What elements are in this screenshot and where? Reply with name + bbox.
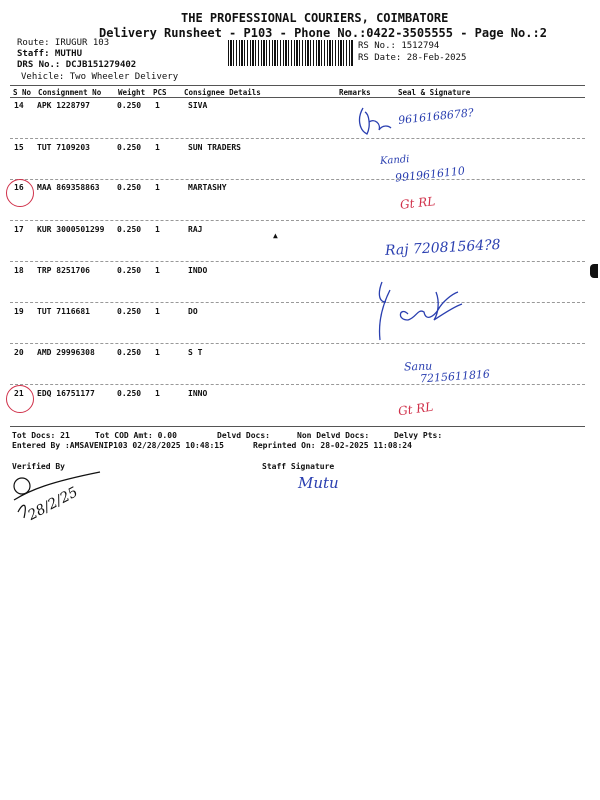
col-sno: S No: [13, 88, 32, 97]
handwriting-row-15-name: Kandi: [379, 153, 410, 168]
row-pcs: 1: [155, 307, 160, 316]
row-number-circle-mark: [6, 385, 34, 413]
delivery-points: Delvy Pts:: [394, 431, 443, 440]
row-pcs: 1: [155, 348, 160, 357]
handwriting-row-16: Gt RL: [399, 194, 436, 212]
row-consignee: SIVA: [188, 101, 208, 110]
row-consignee: INNO: [188, 389, 208, 398]
staff-label: Staff: MUTHU: [17, 49, 83, 59]
total-cod-amount: Tot COD Amt: 0.00: [95, 431, 177, 440]
row-consignee: INDO: [188, 266, 208, 275]
reprinted-on: Reprinted On: 28-02-2025 11:08:24: [253, 441, 412, 450]
row-consignment: APK 1228797: [37, 101, 90, 110]
row-consignment: TUT 7109203: [37, 143, 90, 152]
row-weight: 0.250: [117, 183, 142, 192]
stray-mark: ▲: [273, 231, 278, 240]
staff-signature-label: Staff Signature: [262, 462, 335, 471]
staff-signature: Mutu: [298, 474, 339, 492]
col-consignment: Consignment No: [38, 88, 102, 97]
row-weight: 0.250: [117, 143, 142, 152]
header-rule-top: [10, 85, 585, 86]
row-sno: 19: [14, 307, 24, 316]
total-docs: Tot Docs: 21: [12, 431, 70, 440]
non-delivered-docs: Non Delvd Docs:: [297, 431, 370, 440]
row-pcs: 1: [155, 389, 160, 398]
row-consignment: AMD 29996308: [37, 348, 95, 357]
vehicle-label: Vehicle: Two Wheeler Delivery: [21, 72, 179, 82]
row-weight: 0.250: [117, 389, 142, 398]
row-weight: 0.250: [117, 101, 142, 110]
drs-number: DRS No.: DCJB151279402: [17, 60, 137, 70]
col-consignee: Consignee Details: [184, 88, 261, 97]
row-consignee: DO: [188, 307, 198, 316]
rs-date: RS Date: 28-Feb-2025: [358, 53, 467, 63]
row-pcs: 1: [155, 143, 160, 152]
row-consignee: RAJ: [188, 225, 203, 234]
verified-by-label: Verified By: [12, 462, 65, 471]
row-divider: [10, 384, 585, 385]
table-bottom-rule: [10, 426, 585, 427]
handwriting-row-17: Raj 72081564?8: [384, 236, 502, 260]
row-number-circle-mark: [6, 179, 34, 207]
handwriting-row-14: 9616168678?: [397, 106, 475, 127]
runsheet-subtitle: Delivery Runsheet - P103 - Phone No.:0422-3505555 - Page No.:2: [99, 26, 547, 40]
row-weight: 0.250: [117, 307, 142, 316]
row-consignment: EDQ 16751177: [37, 389, 95, 398]
verified-date: 28/2/25: [25, 484, 81, 524]
signature-row-18-19: [360, 282, 500, 344]
route-label: Route: IRUGUR 103: [17, 38, 110, 48]
row-sno: 15: [14, 143, 24, 152]
row-divider: [10, 179, 585, 180]
col-remarks: Remarks: [339, 88, 371, 97]
row-consignment: MAA 869358863: [37, 183, 100, 192]
header-rule-bottom: [10, 97, 585, 98]
entered-by: Entered By :AMSAVENIP103 02/28/2025 10:48:15: [12, 441, 224, 450]
row-sno: 20: [14, 348, 24, 357]
row-sno: 16: [14, 183, 24, 192]
handwriting-row-20-phone: 7215611816: [419, 367, 491, 386]
row-sno: 18: [14, 266, 24, 275]
row-sno: 14: [14, 101, 24, 110]
row-divider: [10, 138, 585, 139]
row-consignee: SUN TRADERS: [188, 143, 241, 152]
row-divider: [10, 220, 585, 221]
handwriting-row-21: Gt RL: [397, 399, 435, 419]
row-divider: [10, 261, 585, 262]
col-weight: Weight: [118, 88, 146, 97]
row-weight: 0.250: [117, 348, 142, 357]
row-consignment: KUR 3000501299: [37, 225, 105, 234]
col-seal: Seal & Signature: [398, 88, 471, 97]
delivered-docs: Delvd Docs:: [217, 431, 270, 440]
row-pcs: 1: [155, 183, 160, 192]
row-consignment: TRP 8251706: [37, 266, 90, 275]
handwriting-row-20-name: Sanu: [403, 359, 433, 374]
company-title: THE PROFESSIONAL COURIERS, COIMBATORE: [181, 11, 449, 25]
row-consignee: MARTASHY: [188, 183, 227, 192]
row-pcs: 1: [155, 266, 160, 275]
barcode-image: [228, 40, 353, 66]
row-weight: 0.250: [117, 266, 142, 275]
row-weight: 0.250: [117, 225, 142, 234]
row-sno: 21: [14, 389, 24, 398]
row-pcs: 1: [155, 101, 160, 110]
row-consignee: S T: [188, 348, 203, 357]
row-sno: 17: [14, 225, 24, 234]
row-pcs: 1: [155, 225, 160, 234]
rs-number: RS No.: 1512794: [358, 41, 440, 51]
row-consignment: TUT 7116681: [37, 307, 90, 316]
signature-row-14: [355, 104, 395, 144]
handwriting-row-15-phone: 9919616110: [394, 164, 466, 185]
edge-punch-mark: [590, 264, 598, 278]
col-pcs: PCS: [153, 88, 167, 97]
